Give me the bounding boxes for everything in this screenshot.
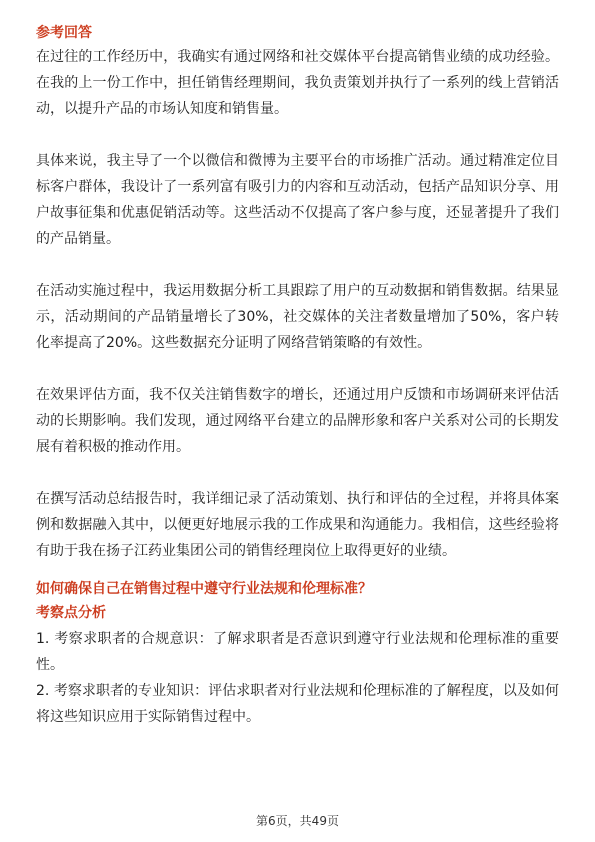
answer-paragraph-2: 具体来说，我主导了一个以微信和微博为主要平台的市场推广活动。通过精准定位目标客户群体，我设计了一系列富有吸引力的内容和互动活动，包括产品知识分享、用户故事征集和优惠促销活动等。这些活动不仅提高了客户参与度，还显著提升了我们的产品销量。: [36, 153, 559, 247]
question-heading: 如何确保自己在销售过程中遵守行业法规和伦理标准？: [36, 581, 372, 597]
analysis-heading: 考察点分析: [36, 605, 106, 621]
answer-paragraph-4: 在效果评估方面，我不仅关注销售数字的增长，还通过用户反馈和市场调研来评估活动的长期影响。我们发现，通过网络平台建立的品牌形象和客户关系对公司的长期发展有着积极的推动作用。: [36, 387, 559, 455]
answer-heading: 参考回答: [36, 25, 92, 41]
answer-paragraph-1: 在过往的工作经历中，我确实有通过网络和社交媒体平台提高销售业绩的成功经验。在我的上一份工作中，担任销售经理期间，我负责策划并执行了一系列的线上营销活动，以提升产品的市场认知度和销售量。: [36, 49, 559, 117]
page-content: [36, 22, 559, 730]
answer-paragraph-5: 在撰写活动总结报告时，我详细记录了活动策划、执行和评估的全过程，并将具体案例和数据融入其中，以便更好地展示我的工作成果和沟通能力。我相信，这些经验将有助于我在扬子江药业集团公司的销售经理岗位上取得更好的业绩。: [36, 491, 559, 559]
analysis-list: [36, 626, 559, 730]
page-number: 第6页，共49页: [256, 814, 339, 828]
analysis-item-2: 2. 考察求职者的专业知识：评估求职者对行业法规和伦理标准的了解程度，以及如何将这些知识应用于实际销售过程中。: [36, 683, 559, 725]
analysis-item-1: 1. 考察求职者的合规意识：了解求职者是否意识到遵守行业法规和伦理标准的重要性。: [36, 631, 559, 673]
answer-paragraph-3: 在活动实施过程中，我运用数据分析工具跟踪了用户的互动数据和销售数据。结果显示，活动期间的产品销量增长了30%，社交媒体的关注者数量增加了50%，客户转化率提高了20%。这些数据充分证明了网络营销策略的有效性。: [36, 283, 559, 351]
